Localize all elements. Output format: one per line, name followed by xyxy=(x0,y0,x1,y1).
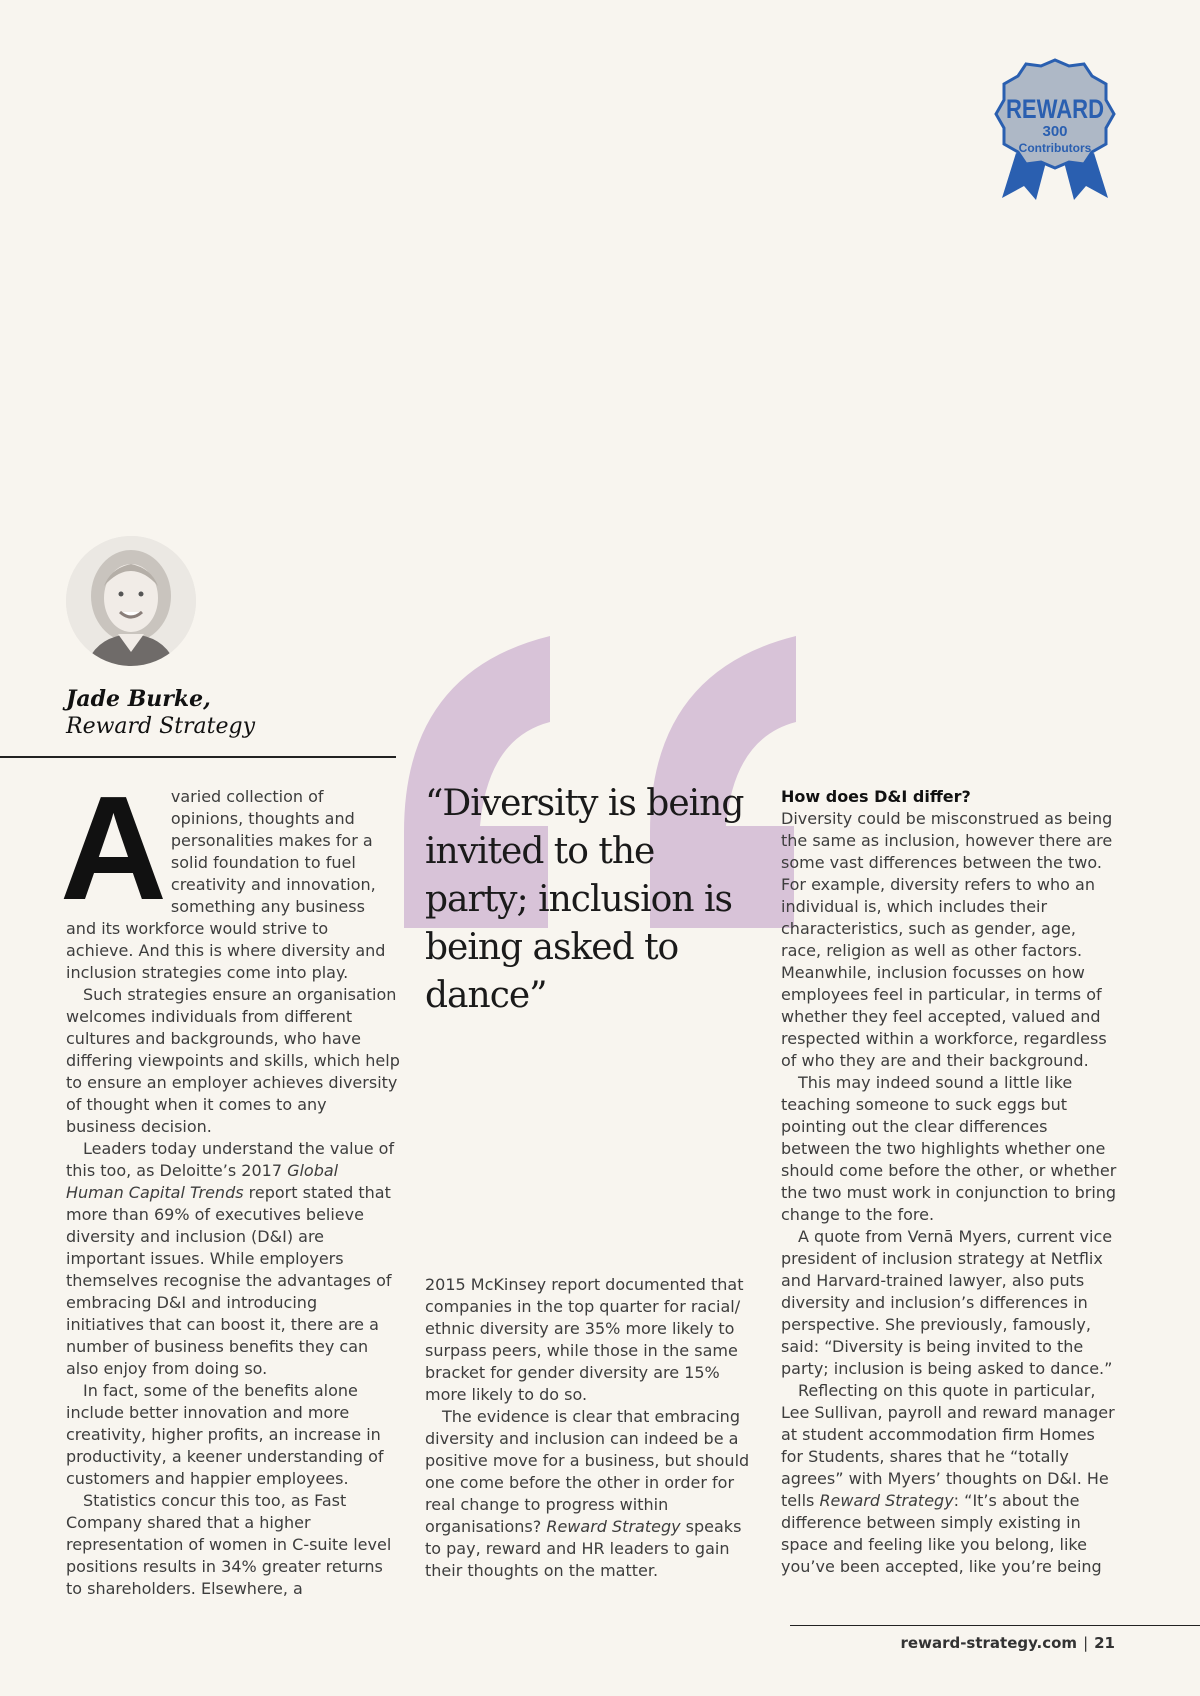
footer-separator: | xyxy=(1083,1634,1089,1652)
author-avatar xyxy=(66,536,196,666)
paragraph: Statistics concur this too, as Fast Company shared that a higher representation of women in C-suite level positions results in 34% greater returns to shareholders. Elsewhere, a xyxy=(66,1491,392,1598)
article-column-1 xyxy=(60,766,400,1600)
badge-number: 300 xyxy=(1042,123,1068,140)
article-column-2 xyxy=(425,1274,759,1582)
person-icon xyxy=(66,536,196,666)
byline-divider xyxy=(0,756,396,758)
publication-name: Reward Strategy xyxy=(546,1517,681,1536)
paragraph-text: Reflecting on this quote in particular, Lee Sullivan, payroll and reward manager at student accommodation firm Homes for Students, shares that he “totally agrees” with Myers’ thoughts on D&I. He tells xyxy=(781,1381,1115,1510)
article-column-3 xyxy=(781,786,1117,1578)
author-byline xyxy=(66,686,386,740)
paragraph: 2015 McKinsey report documented that companies in the top quarter for racial/ ethnic diversity are 35% more likely to surpass peers, while those in the same bracket for gender diversity are 15% more likely to do so. xyxy=(425,1275,744,1404)
paragraph: Diversity could be misconstrued as being the same as inclusion, however there are some vast differences between the two. For example, diversity refers to who an individual is, which includes their characteristics, such as gender, age, race, religion as well as other factors. Meanwhile, inclusion focusses on how employees feel in particular, in terms of whether they feel accepted, valued and respected within a workforce, regardless of who they are and their background. xyxy=(781,809,1113,1070)
footer-divider xyxy=(790,1625,1200,1626)
paragraph xyxy=(66,1138,400,1380)
paragraph-text: Leaders today understand the value of this too, as Deloitte’s 2017 xyxy=(66,1139,395,1180)
website-link[interactable]: reward-strategy.com xyxy=(900,1634,1078,1652)
paragraph: A quote from Vernā Myers, current vice president of inclusion strategy at Netflix and Harvard-trained lawyer, also puts diversity and inclusion’s differences in perspective. She previously, famously, said: “Diversity is being invited to the party; inclusion is being asked to dance.” xyxy=(781,1227,1113,1378)
drop-cap: A xyxy=(60,766,163,931)
intro-paragraph xyxy=(60,766,400,984)
author-name: Jade Burke, xyxy=(66,686,211,712)
paragraph: This may indeed sound a little like teaching someone to suck eggs but pointing out the clear differences between the two highlights whether one should come before the other, or whether the two must work in conjunction to bring change to the fore. xyxy=(781,1073,1117,1224)
report-title: Global Human Capital Trends xyxy=(66,1161,339,1202)
badge-title: REWARD xyxy=(1006,94,1104,124)
page-footer xyxy=(900,1634,1115,1652)
pull-quote: “Diversity is being invited to the party; inclusion is being asked to dance” xyxy=(425,783,744,1016)
publication-name: Reward Strategy xyxy=(819,1491,954,1510)
paragraph-text: report stated that more than 69% of executives believe diversity and inclusion (D&I) are important issues. While employers themselves recognise the advantages of embracing D&I and introducing initiatives that can boost it, there are a number of business benefits they can also enjoy from doing so. xyxy=(66,1183,392,1378)
paragraph-text: The evidence is clear that embracing diversity and inclusion can indeed be a positive move for a business, but should one come before the other in order for real change to progress within organisations? xyxy=(425,1407,750,1536)
author-organisation: Reward Strategy xyxy=(66,714,256,739)
paragraph xyxy=(425,1406,759,1582)
paragraph: Such strategies ensure an organisation welcomes individuals from different cultures and backgrounds, who have differing viewpoints and skills, which help to ensure an employer achieves diversity of thought when it comes to any business decision. xyxy=(66,985,400,1136)
paragraph: In fact, some of the benefits alone include better innovation and more creativity, higher profits, an increase in productivity, a keener understanding of customers and happier employees. xyxy=(66,1381,384,1488)
section-heading: How does D&I differ? xyxy=(781,787,971,806)
paragraph-text: : “It’s about the difference between simply existing in space and feeling like you belong, like you’ve been accepted, like you’re being xyxy=(781,1491,1102,1576)
paragraph xyxy=(781,1380,1117,1578)
page-number: 21 xyxy=(1094,1634,1115,1652)
badge-subtitle: Contributors xyxy=(1018,141,1092,155)
intro-text: varied collection of opinions, thoughts and personalities makes for a solid foundation to fuel creativity and innovation, something any business and its workforce would strive to achieve. And this is where diversity and inclusion strategies come into play. xyxy=(66,787,386,982)
paragraph-text: speaks to pay, reward and HR leaders to gain their thoughts on the matter. xyxy=(425,1517,742,1580)
reward-300-badge xyxy=(994,58,1116,204)
